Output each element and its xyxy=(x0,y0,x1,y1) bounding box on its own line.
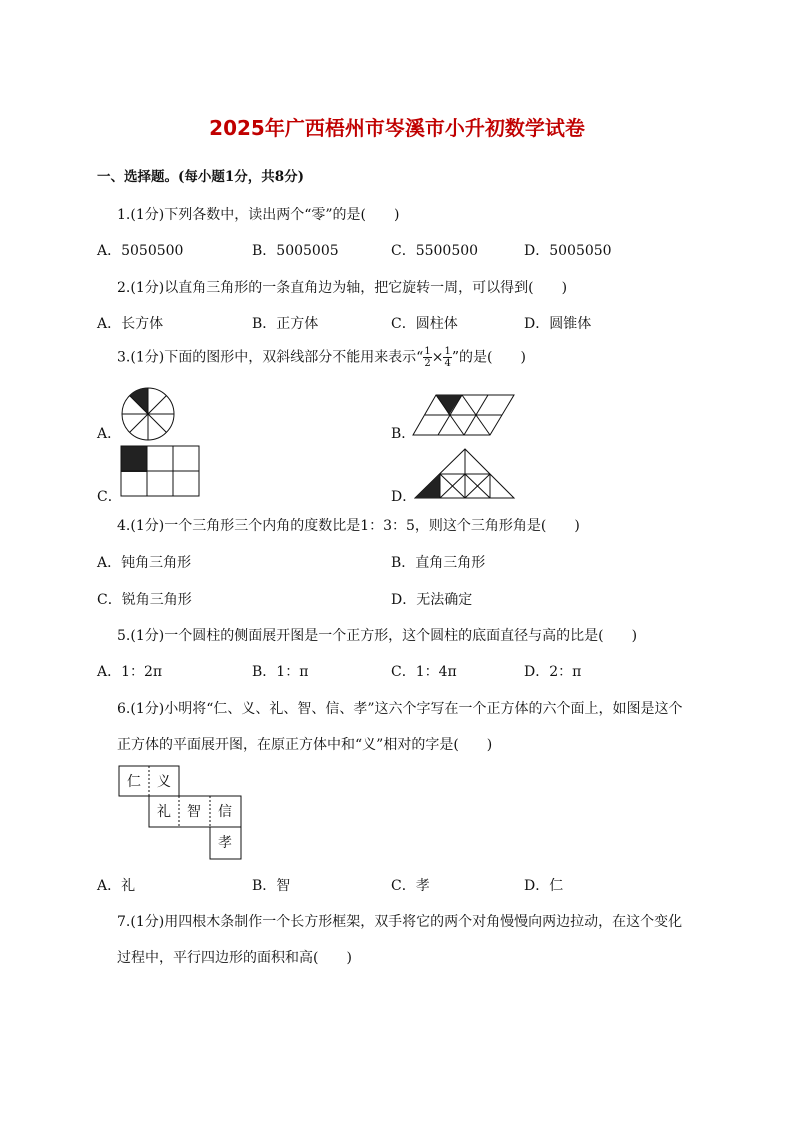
q3-figure-c-grid xyxy=(120,445,202,499)
cube-net-figure xyxy=(118,765,244,861)
q1-option-c[interactable]: C．5500500 xyxy=(391,243,479,259)
q6-option-d[interactable]: D．仁 xyxy=(524,878,564,894)
net-cell-xiao: 孝 xyxy=(218,835,232,851)
q3-figure-b-parallelogram xyxy=(412,393,516,437)
net-cell-li: 礼 xyxy=(157,804,171,820)
q4-option-b[interactable]: B．直角三角形 xyxy=(391,555,486,571)
question-7-stem-line1: 7.(1分)用四根木条制作一个长方形框架，双手将它的两个对角慢慢向两边拉动，在这个变化 xyxy=(117,914,683,930)
q3-stem-post: ”的是( ) xyxy=(451,349,526,366)
net-cell-yi: 义 xyxy=(157,774,171,790)
q1-option-d[interactable]: D．5005050 xyxy=(524,243,612,259)
q4-option-a[interactable]: A．钝角三角形 xyxy=(97,555,192,571)
q3-option-d[interactable]: D． xyxy=(391,489,417,505)
question-3-stem xyxy=(117,346,526,369)
fraction-quarter: $\frac{1}{4}$ xyxy=(444,346,451,369)
q4-option-c[interactable]: C．锐角三角形 xyxy=(97,592,192,608)
question-7-stem-line2: 过程中，平行四边形的面积和高( ) xyxy=(117,950,352,966)
q1-option-b[interactable]: B．5005005 xyxy=(252,243,339,259)
q4-option-d[interactable]: D．无法确定 xyxy=(391,592,473,608)
question-6-stem-line2: 正方体的平面展开图，在原正方体中和“义”相对的字是( ) xyxy=(117,737,493,753)
q2-option-c[interactable]: C．圆柱体 xyxy=(391,316,458,332)
q5-option-c[interactable]: C．1：4π xyxy=(391,664,457,680)
q2-option-a[interactable]: A．长方体 xyxy=(97,316,164,332)
net-cell-ren: 仁 xyxy=(127,774,141,790)
q5-option-b[interactable]: B．1：π xyxy=(252,664,309,680)
fraction-half: $\frac{1}{2}$ xyxy=(424,346,431,369)
q5-option-d[interactable]: D．2：π xyxy=(524,664,582,680)
question-1-stem: 1.(1分)下列各数中，读出两个“零”的是( ) xyxy=(117,207,400,223)
q3-figure-d-triangle xyxy=(414,448,516,500)
q2-option-d[interactable]: D．圆锥体 xyxy=(524,316,592,332)
q3-figure-a-circle xyxy=(120,386,176,442)
q3-option-c[interactable]: C． xyxy=(97,489,122,505)
q2-option-b[interactable]: B．正方体 xyxy=(252,316,319,332)
q6-option-b[interactable]: B．智 xyxy=(252,878,291,894)
net-cell-zhi: 智 xyxy=(187,804,201,820)
section-heading: 一、选择题。(每小题1分，共8分) xyxy=(97,169,305,185)
q3-option-b[interactable]: B． xyxy=(391,426,416,442)
net-cell-xin: 信 xyxy=(218,804,232,820)
question-6-stem-line1: 6.(1分)小明将“仁、义、礼、智、信、孝”这六个字写在一个正方体的六个面上，如图是这个 xyxy=(117,701,683,717)
q5-option-a[interactable]: A．1：2π xyxy=(97,664,163,680)
q6-option-a[interactable]: A．礼 xyxy=(97,878,136,894)
q3-stem-pre: 3.(1分)下面的图形中，双斜线部分不能用来表示“ xyxy=(117,349,424,366)
q6-option-c[interactable]: C．孝 xyxy=(391,878,430,894)
question-2-stem: 2.(1分)以直角三角形的一条直角边为轴，把它旋转一周，可以得到( ) xyxy=(117,280,568,296)
question-4-stem: 4.(1分)一个三角形三个内角的度数比是1：3：5，则这个三角形角是( ) xyxy=(117,518,580,534)
q3-option-a[interactable]: A． xyxy=(97,426,122,442)
question-5-stem: 5.(1分)一个圆柱的侧面展开图是一个正方形，这个圆柱的底面直径与高的比是( ) xyxy=(117,628,638,644)
times-sign: × xyxy=(431,349,444,366)
page-title: 2025年广西梧州市岑溪市小升初数学试卷 xyxy=(209,116,585,140)
q1-option-a[interactable]: A．5050500 xyxy=(97,243,184,259)
